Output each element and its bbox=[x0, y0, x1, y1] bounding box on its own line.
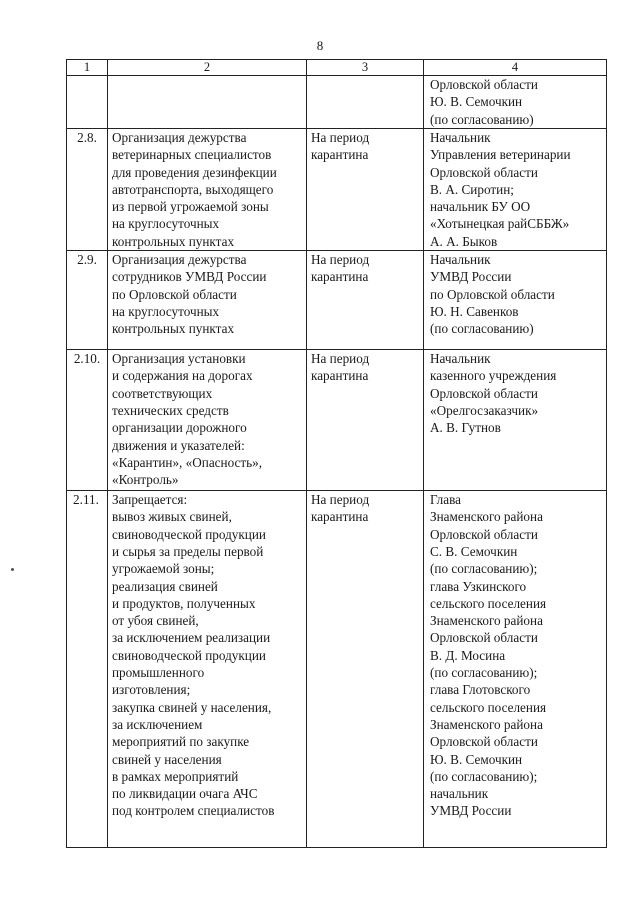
responsible-cell: Орловской области Ю. В. Семочкин (по согласованию) bbox=[424, 76, 607, 129]
header-cell-4: 4 bbox=[424, 60, 607, 76]
row-number: 2.9. bbox=[67, 251, 108, 350]
header-cell-2: 2 bbox=[108, 60, 307, 76]
period-cell: На период карантина bbox=[307, 350, 424, 491]
responsible-cell: Начальник казенного учреждения Орловской области «Орелгосзаказчик» А. В. Гутнов bbox=[424, 350, 607, 491]
table-row bbox=[67, 251, 607, 350]
responsible-cell: Начальник Управления ветеринарии Орловской области В. А. Сиротин; начальник БУ ОО «Хотынецкая райСББЖ» А. А. Быков bbox=[424, 129, 607, 251]
period-cell: На период карантина bbox=[307, 491, 424, 848]
row-number: 2.8. bbox=[67, 129, 108, 251]
header-row bbox=[67, 60, 607, 76]
period-cell bbox=[307, 76, 424, 129]
activity-cell bbox=[108, 76, 307, 129]
scan-speck bbox=[11, 568, 14, 571]
page-number: 8 bbox=[316, 38, 324, 53]
activity-cell: Организация установки и содержания на дорогах соответствующих технических средств организации дорожного движения и указателей: «Карантин», «Опасность», «Контроль» bbox=[108, 350, 307, 491]
table-row bbox=[67, 129, 607, 251]
table-row bbox=[67, 491, 607, 848]
responsible-cell: Глава Знаменского района Орловской области С. В. Семочкин (по согласованию); глава Узкинского сельского поселения Знаменского района Орловской области В. Д. Мосина (по согласованию); глава Глотовского сельского поселения Знаменского района Орловской области Ю. В. Семочкин (по согласованию); начальник УМВД России bbox=[424, 491, 607, 848]
row-number bbox=[67, 76, 108, 129]
activity-cell: Организация дежурства ветеринарных специалистов для проведения дезинфекции автотранспорта, выходящего из первой угрожаемой зоны на круглосуточных контрольных пунктах bbox=[108, 129, 307, 251]
header-cell-3: 3 bbox=[307, 60, 424, 76]
period-cell: На период карантина bbox=[307, 129, 424, 251]
activity-cell: Запрещается: вывоз живых свиней, свиноводческой продукции и сырья за пределы первой угрожаемой зоны; реализация свиней и продуктов, полученных от убоя свиней, за исключением реализации свиноводческой продукции промышленного изготовления; закупка свиней у населения, за исключением мероприятий по закупке свиней у населения в рамках мероприятий по ликвидации очага АЧС под контролем специалистов bbox=[108, 491, 307, 848]
table-row bbox=[67, 350, 607, 491]
measures-table bbox=[66, 59, 607, 848]
responsible-cell: Начальник УМВД России по Орловской области Ю. Н. Савенков (по согласованию) bbox=[424, 251, 607, 350]
row-number: 2.11. bbox=[67, 491, 108, 848]
header-cell-1: 1 bbox=[67, 60, 108, 76]
row-number: 2.10. bbox=[67, 350, 108, 491]
period-cell: На период карантина bbox=[307, 251, 424, 350]
activity-cell: Организация дежурства сотрудников УМВД России по Орловской области на круглосуточных контрольных пунктах bbox=[108, 251, 307, 350]
table-row bbox=[67, 76, 607, 129]
